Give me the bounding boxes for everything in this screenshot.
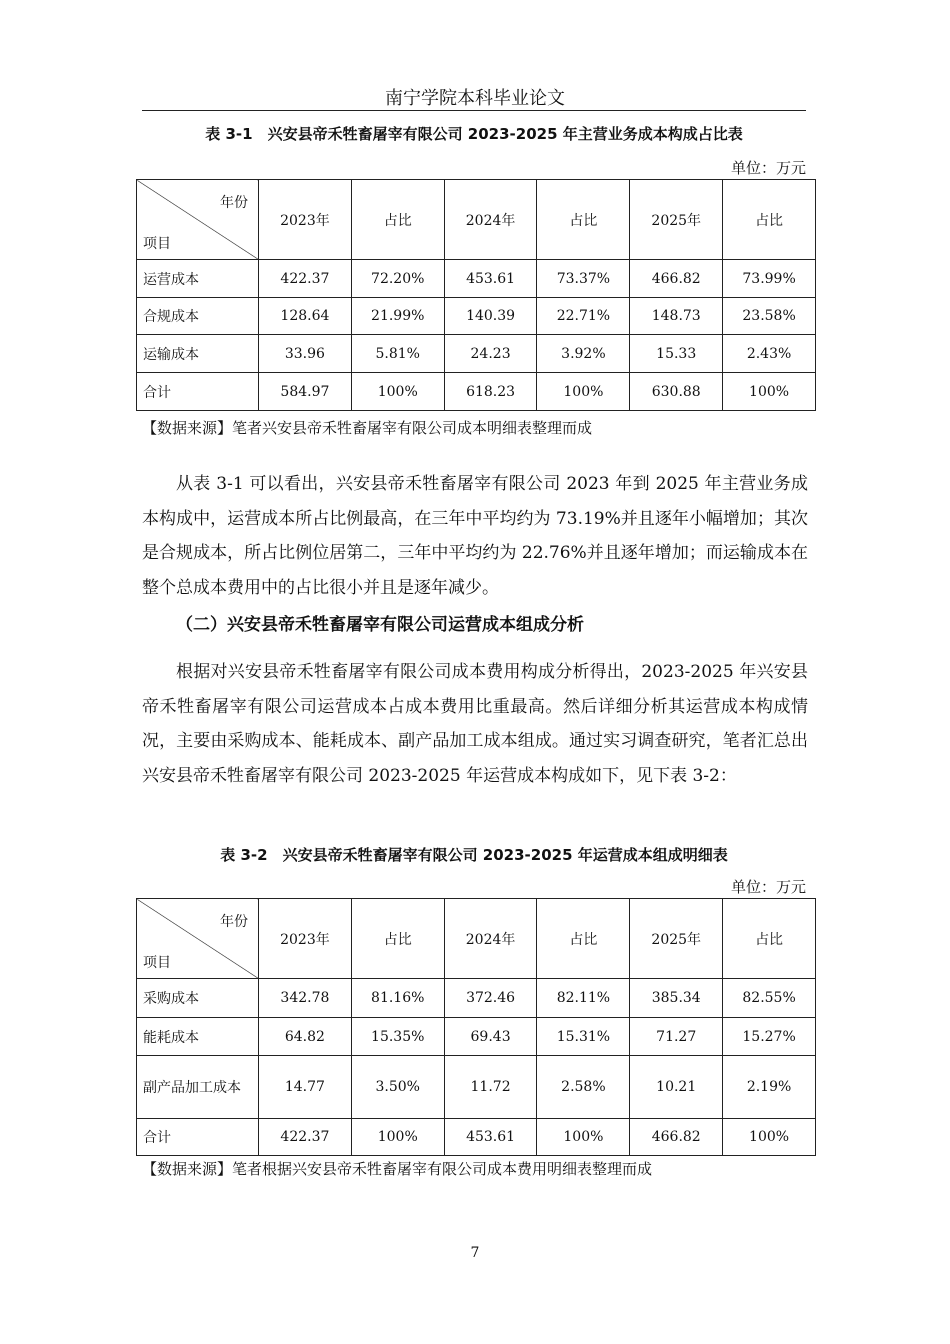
table-cell: 15.33 (630, 335, 723, 373)
table-cell: 15.35% (351, 1018, 444, 1056)
table-row (137, 335, 816, 373)
column-header: 占比 (723, 899, 816, 979)
column-header: 2023年 (259, 899, 352, 979)
table-cell: 385.34 (630, 979, 723, 1018)
page-number: 7 (470, 1245, 480, 1261)
table-cell: 23.58% (723, 298, 816, 335)
table-cell: 372.46 (444, 979, 537, 1018)
table-cell: 630.88 (630, 373, 723, 411)
body-paragraph-2 (142, 655, 808, 793)
table-cell: 453.61 (444, 260, 537, 298)
column-header: 占比 (537, 180, 630, 260)
table-cell: 100% (723, 373, 816, 411)
header-item-label: 项目 (143, 955, 171, 971)
table-cell: 33.96 (259, 335, 352, 373)
table2 (136, 898, 816, 1156)
table-cell: 69.43 (444, 1018, 537, 1056)
table-cell: 15.31% (537, 1018, 630, 1056)
page-header-title: 南宁学院本科毕业论文 (385, 88, 565, 109)
diagonal-header-cell (137, 899, 259, 979)
paragraph-text: 根据对兴安县帝禾牲畜屠宰有限公司成本费用构成分析得出，2023-2025 年兴安县帝禾牲畜屠宰有限公司运营成本占成本费用比重最高。然后详细分析其运营成本构成情况，主要由采购成本、能耗成本、副产品加工成本组成。通过实习调查研究，笔者汇总出兴安县帝禾牲畜屠宰有限公司 2023-2025 年运营成本构成如下，见下表 3-2： (142, 662, 808, 786)
column-header: 占比 (537, 899, 630, 979)
table-cell: 466.82 (630, 1119, 723, 1156)
table-cell: 453.61 (444, 1119, 537, 1156)
table-cell: 100% (723, 1119, 816, 1156)
table1-caption: 表 3-1 兴安县帝禾牲畜屠宰有限公司 2023-2025 年主营业务成本构成占比表 (205, 125, 743, 143)
table-cell: 73.37% (537, 260, 630, 298)
table-cell: 342.78 (259, 979, 352, 1018)
table-cell: 5.81% (351, 335, 444, 373)
table-cell: 2.43% (723, 335, 816, 373)
column-header: 占比 (723, 180, 816, 260)
table-cell: 22.71% (537, 298, 630, 335)
table-header-row (137, 180, 816, 260)
table-row (137, 1018, 816, 1056)
table-row (137, 979, 816, 1018)
header-divider (142, 110, 806, 111)
header-year-label: 年份 (220, 195, 248, 211)
table1-source-note: 【数据来源】笔者兴安县帝禾牲畜屠宰有限公司成本明细表整理而成 (142, 419, 593, 437)
table-cell: 466.82 (630, 260, 723, 298)
table-cell: 100% (351, 1119, 444, 1156)
table-cell: 82.11% (537, 979, 630, 1018)
table-cell: 2.58% (537, 1056, 630, 1119)
table-cell: 3.92% (537, 335, 630, 373)
column-header: 2024年 (444, 899, 537, 979)
body-paragraph-1 (142, 467, 808, 605)
table-cell: 21.99% (351, 298, 444, 335)
table-cell: 73.99% (723, 260, 816, 298)
table-cell: 128.64 (259, 298, 352, 335)
table1 (136, 179, 816, 411)
column-header: 占比 (351, 899, 444, 979)
section-heading: （二）兴安县帝禾牲畜屠宰有限公司运营成本组成分析 (176, 615, 584, 635)
row-label: 运输成本 (137, 335, 259, 373)
row-label: 采购成本 (137, 979, 259, 1018)
table-cell: 2.19% (723, 1056, 816, 1119)
table-cell: 14.77 (259, 1056, 352, 1119)
row-label: 能耗成本 (137, 1018, 259, 1056)
row-label: 合规成本 (137, 298, 259, 335)
table-cell: 81.16% (351, 979, 444, 1018)
column-header: 占比 (351, 180, 444, 260)
column-header: 2024年 (444, 180, 537, 260)
row-label: 副产品加工成本 (137, 1056, 259, 1119)
table-cell: 71.27 (630, 1018, 723, 1056)
table2-source-note: 【数据来源】笔者根据兴安县帝禾牲畜屠宰有限公司成本费用明细表整理而成 (142, 1160, 653, 1178)
table-cell: 15.27% (723, 1018, 816, 1056)
table-cell: 140.39 (444, 298, 537, 335)
row-label: 合计 (137, 373, 259, 411)
table-cell: 100% (537, 1119, 630, 1156)
table2-caption: 表 3-2 兴安县帝禾牲畜屠宰有限公司 2023-2025 年运营成本组成明细表 (220, 846, 728, 864)
column-header: 2025年 (630, 899, 723, 979)
table-cell: 422.37 (259, 260, 352, 298)
column-header: 2025年 (630, 180, 723, 260)
table-row (137, 373, 816, 411)
diagonal-header-cell (137, 180, 259, 260)
header-year-label: 年份 (220, 914, 248, 930)
column-header: 2023年 (259, 180, 352, 260)
table-cell: 100% (351, 373, 444, 411)
table-cell: 422.37 (259, 1119, 352, 1156)
row-label: 运营成本 (137, 260, 259, 298)
table-cell: 10.21 (630, 1056, 723, 1119)
table-row (137, 1056, 816, 1119)
row-label: 合计 (137, 1119, 259, 1156)
table-cell: 584.97 (259, 373, 352, 411)
table1-unit: 单位：万元 (730, 159, 806, 177)
table-row (137, 1119, 816, 1156)
paragraph-text: 从表 3-1 可以看出，兴安县帝禾牲畜屠宰有限公司 2023 年到 2025 年主营业务成本构成中，运营成本所占比例最高，在三年中平均约为 73.19%并且逐年小幅增加；其次是合规成本，所占比例位居第二，三年中平均约为 22.76%并且逐年增加；而运输成本在整个总成本费用中的占比很小并且是逐年减少。 (142, 474, 808, 598)
table-cell: 618.23 (444, 373, 537, 411)
table-cell: 72.20% (351, 260, 444, 298)
table-cell: 3.50% (351, 1056, 444, 1119)
table2-unit: 单位：万元 (730, 878, 806, 896)
header-item-label: 项目 (143, 236, 171, 252)
table-cell: 24.23 (444, 335, 537, 373)
table-header-row (137, 899, 816, 979)
table-row (137, 260, 816, 298)
table-row (137, 298, 816, 335)
table-cell: 11.72 (444, 1056, 537, 1119)
table-cell: 82.55% (723, 979, 816, 1018)
table-cell: 148.73 (630, 298, 723, 335)
table-cell: 100% (537, 373, 630, 411)
table-cell: 64.82 (259, 1018, 352, 1056)
